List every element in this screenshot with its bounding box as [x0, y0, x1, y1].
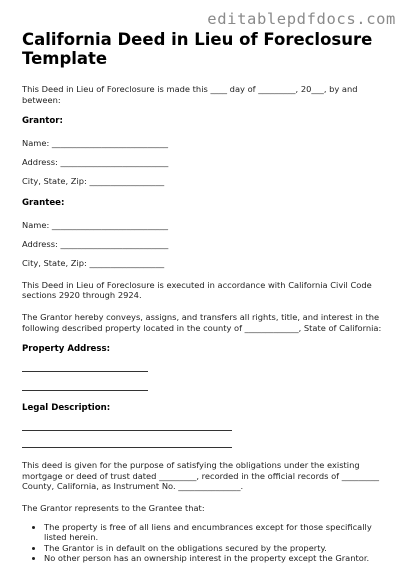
conveyance-paragraph: The Grantor hereby conveys, assigns, and transfers all rights, title, and interest in the following described property located in the county of _____________, State of California:: [22, 311, 382, 333]
document-title: California Deed in Lieu of Foreclosure Template: [22, 30, 373, 68]
representations-intro: The Grantor represents to the Grantee that:: [22, 502, 205, 513]
grantee-name-field: Name: ____________________________: [22, 219, 169, 230]
representations-list: [22, 522, 392, 564]
legal-description-heading: Legal Description:: [22, 403, 111, 414]
grantor-name-field: Name: ____________________________: [22, 138, 169, 149]
grantee-heading: Grantee:: [22, 197, 65, 208]
purpose-paragraph: This deed is given for the purpose of satisfying the obligations under the existing mortgage or deed of trust dated _________, recorded in the official records of _________ County, California, as Instrument No. _______________.: [22, 460, 380, 492]
grantor-heading: Grantor:: [22, 116, 63, 127]
grantee-address-field: Address: __________________________: [22, 239, 169, 250]
property-address-heading: Property Address:: [22, 344, 111, 355]
site-watermark: editablepdfdocs.com: [207, 10, 396, 28]
grantee-city-field: City, State, Zip: __________________: [22, 258, 165, 269]
document-body: [22, 30, 392, 564]
legal-description-line-2: [22, 447, 232, 448]
legal-description-line-1: [22, 430, 232, 431]
list-item: • The property is free of all liens and encumbrances except for those specifically listed herein.: [44, 522, 392, 543]
grantor-address-field: Address: __________________________: [22, 157, 169, 168]
list-item: • No other person has an ownership interest in the property except the Grantor.: [44, 553, 392, 564]
list-item: • The Grantor is in default on the obligations secured by the property.: [44, 543, 392, 554]
grantor-city-field: City, State, Zip: __________________: [22, 176, 165, 187]
property-address-line-2: [22, 390, 148, 391]
intro-paragraph: This Deed in Lieu of Foreclosure is made this ____ day of _________, 20___, by and between:: [22, 84, 358, 105]
civil-code-paragraph: This Deed in Lieu of Foreclosure is executed in accordance with California Civil Code sections 2920 through 2924.: [22, 279, 372, 301]
property-address-line-1: [22, 371, 148, 372]
